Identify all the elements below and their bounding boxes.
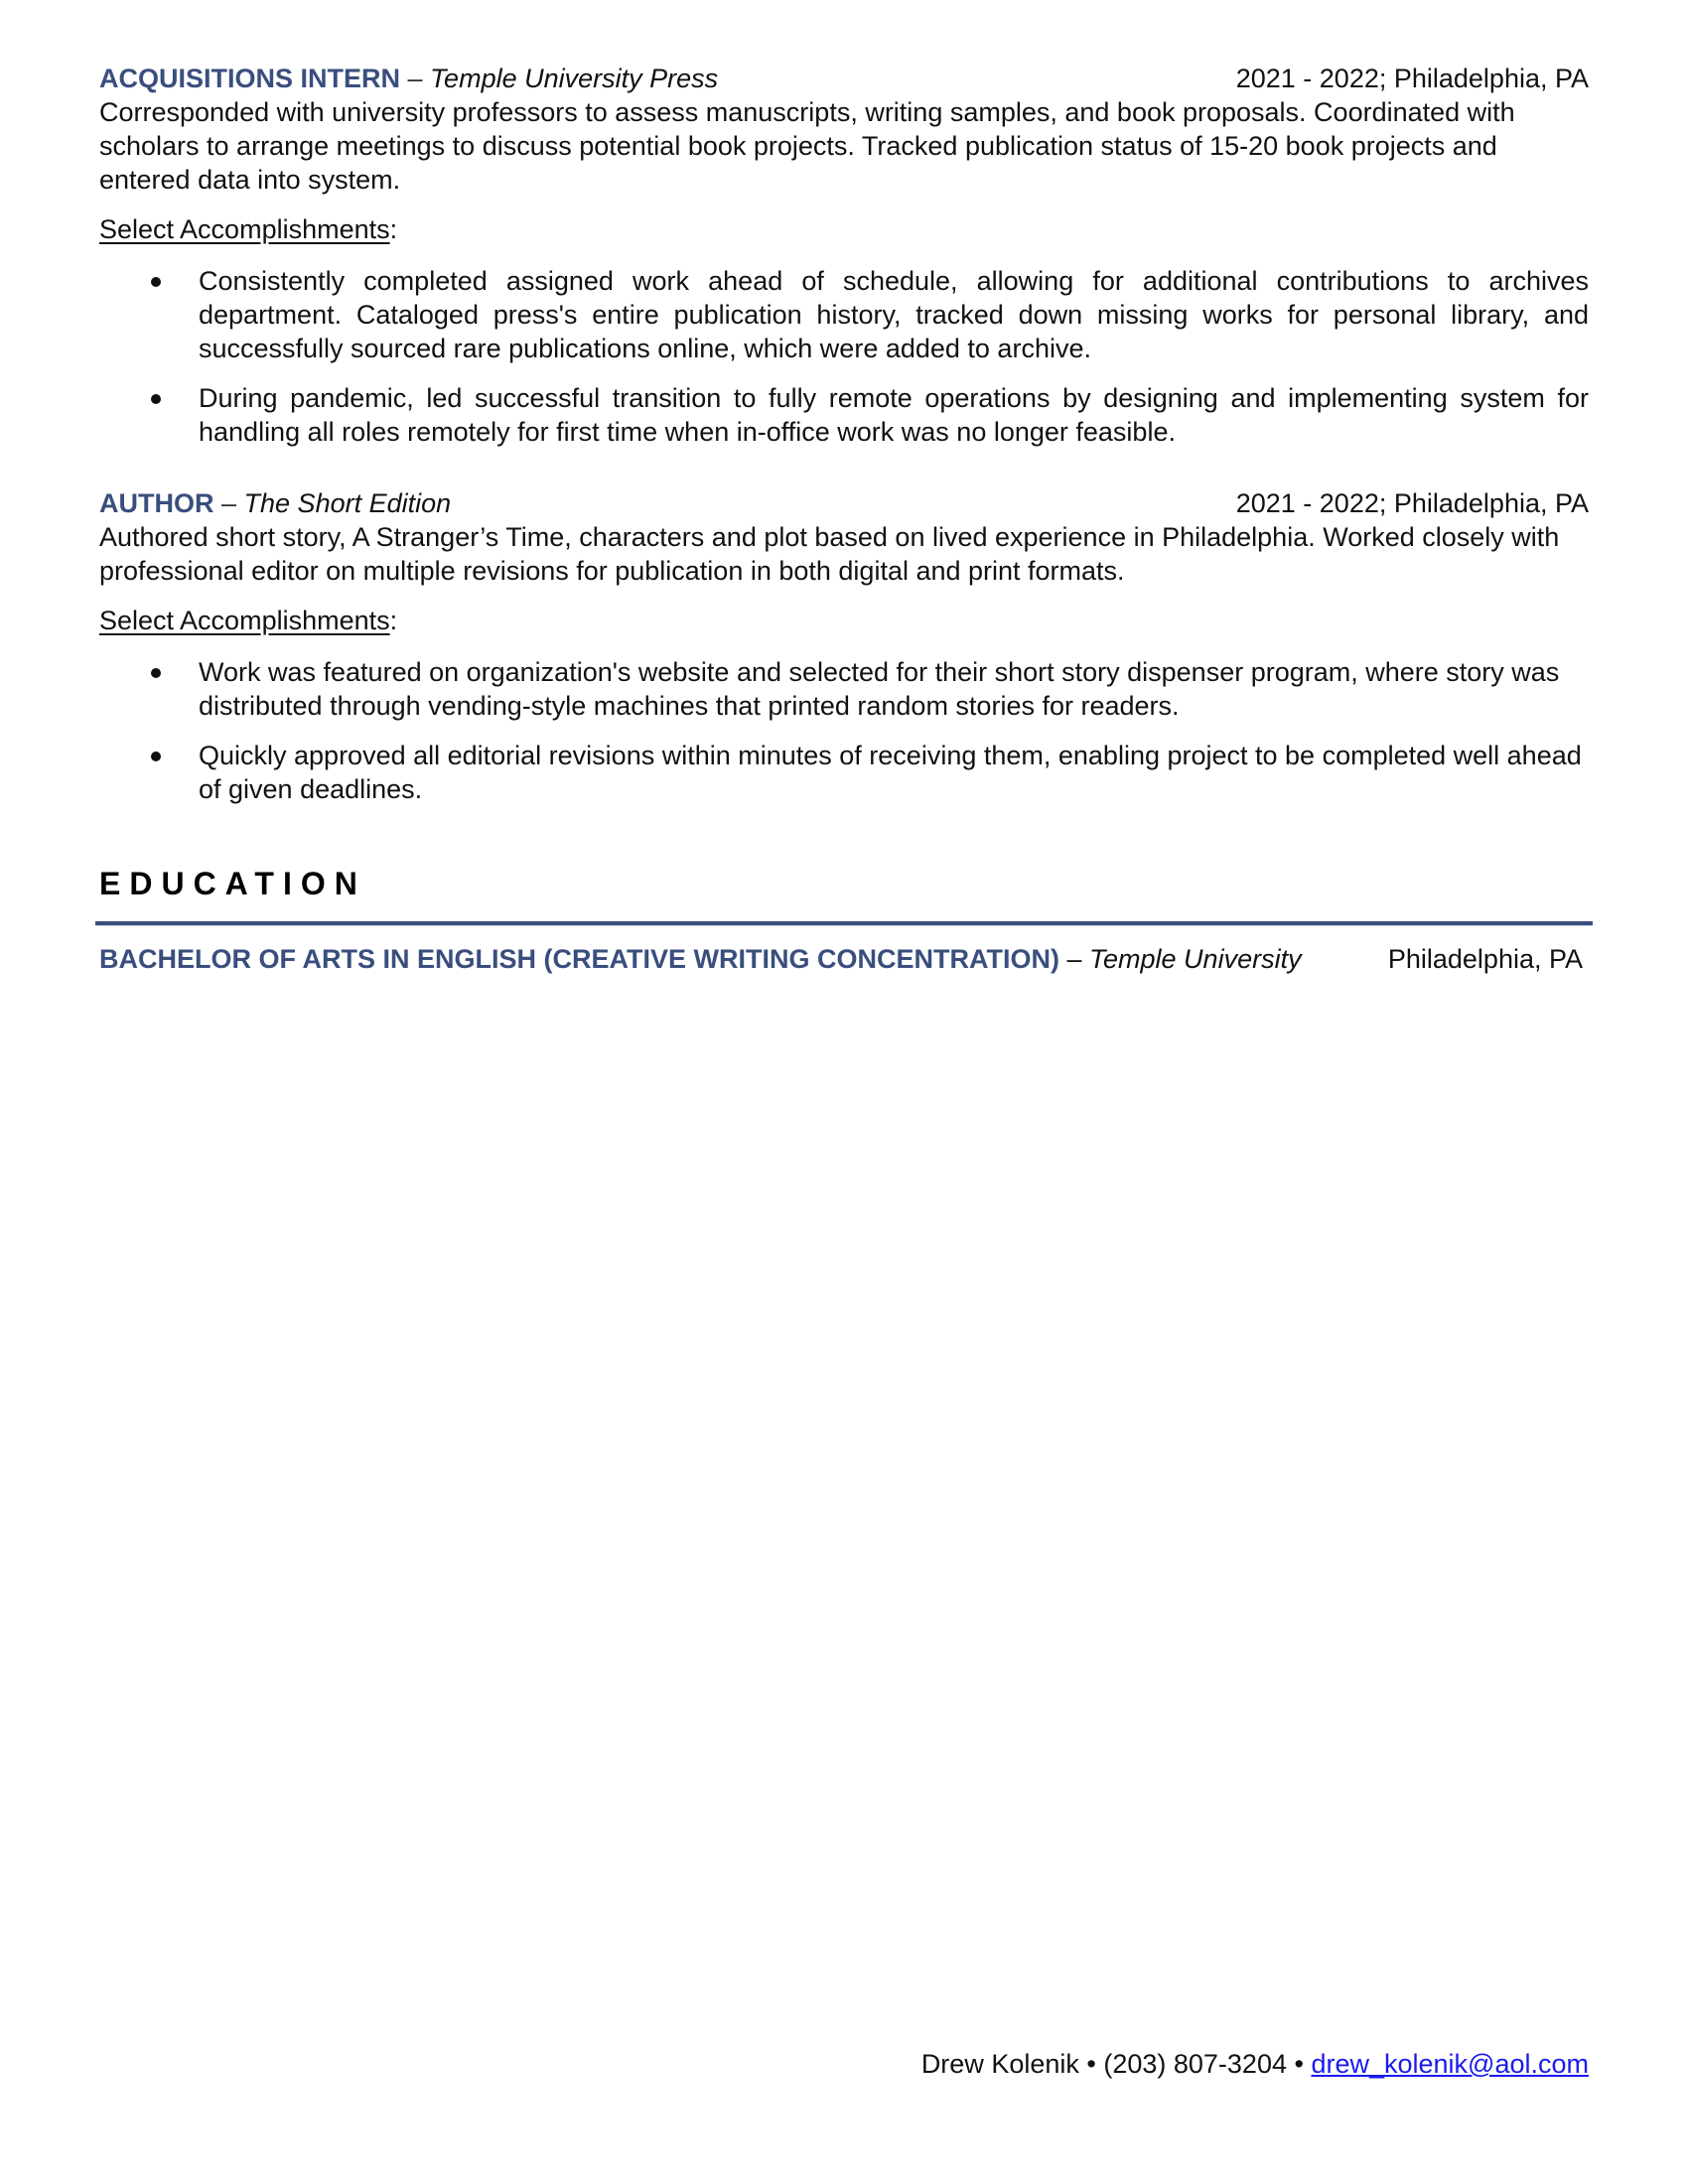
job-dash: – [400, 64, 431, 93]
footer-phone: (203) 807-3204 [1103, 2049, 1287, 2079]
footer-email-link[interactable]: drew_kolenik@aol.com [1311, 2049, 1589, 2079]
job-description: Authored short story, A Stranger’s Time, characters and plot based on lived experience in Philadelphia. Worked closely with professional editor on multiple revisions for publication in both digital and print formats. [99, 522, 1560, 586]
job-header [99, 486, 1589, 520]
accomplishment-item [99, 381, 1589, 449]
accomplishments-list [99, 264, 1589, 449]
experience-entry-author [99, 486, 1589, 806]
accomplishment-text: Work was featured on organization's website and selected for their short story dispenser program, where story was distributed through vending-style machines that printed random stories for readers. [199, 657, 1560, 721]
section-divider [95, 921, 1593, 926]
job-title: AUTHOR [99, 488, 214, 518]
accomplishment-text: Consistently completed assigned work ahead of schedule, allowing for additional contributions to archives department. Cataloged press's entire publication history, tracked down missing works for personal library, and successfully sourced rare publications online, which were added to archive. [199, 266, 1589, 363]
bullet-icon [151, 668, 161, 678]
job-header [99, 62, 1589, 95]
accomplishments-label-colon: : [389, 606, 398, 635]
accomplishments-label [99, 212, 1589, 246]
education-dash: – [1058, 944, 1089, 974]
education-school: Temple University [1089, 944, 1302, 974]
footer-separator: • [1286, 2049, 1312, 2079]
accomplishment-item [99, 655, 1589, 723]
accomplishments-label-colon: : [389, 214, 398, 244]
accomplishment-item [99, 264, 1589, 365]
footer-separator: • [1078, 2049, 1104, 2079]
accomplishment-text: During pandemic, led successful transition to fully remote operations by designing and implementing system for handling all roles remotely for first time when in-office work was no longer feasible. [199, 383, 1589, 447]
bullet-icon [151, 751, 161, 761]
job-title-line [99, 486, 451, 520]
education-degree-line [99, 942, 1302, 976]
footer-name: Drew Kolenik [920, 2049, 1079, 2079]
section-title-education: EDUCATION [99, 866, 366, 901]
job-organization: The Short Edition [243, 488, 452, 518]
resume-page [99, 62, 1589, 976]
job-description: Corresponded with university professors to assess manuscripts, writing samples, and book proposals. Coordinated with scholars to arrange meetings to discuss potential book projects. Tracked publication status of 15-20 book projects and entered data into system. [99, 97, 1515, 195]
job-dates-location: 2021 - 2022; Philadelphia, PA [1235, 64, 1589, 93]
education-degree: BACHELOR OF ARTS IN ENGLISH (CREATIVE WRITING CONCENTRATION) [99, 944, 1059, 974]
accomplishments-list [99, 655, 1589, 806]
job-dash: – [213, 488, 244, 518]
job-dates-location: 2021 - 2022; Philadelphia, PA [1235, 488, 1589, 518]
accomplishments-label-text: Select Accomplishments [99, 606, 390, 635]
education-location: Philadelphia, PA [1387, 944, 1583, 974]
footer-contact [921, 2047, 1589, 2081]
accomplishment-item [99, 739, 1589, 806]
bullet-icon [151, 277, 161, 287]
accomplishments-label-text: Select Accomplishments [99, 214, 390, 244]
job-title-line [99, 62, 718, 95]
job-title: ACQUISITIONS INTERN [99, 64, 401, 93]
bullet-icon [151, 394, 161, 404]
job-organization: Temple University Press [430, 64, 719, 93]
experience-entry-acquisitions-intern [99, 62, 1589, 449]
accomplishments-label [99, 604, 1589, 637]
accomplishment-text: Quickly approved all editorial revisions within minutes of receiving them, enabling project to be completed well ahead of given deadlines. [199, 741, 1582, 804]
education-entry [99, 942, 1589, 976]
